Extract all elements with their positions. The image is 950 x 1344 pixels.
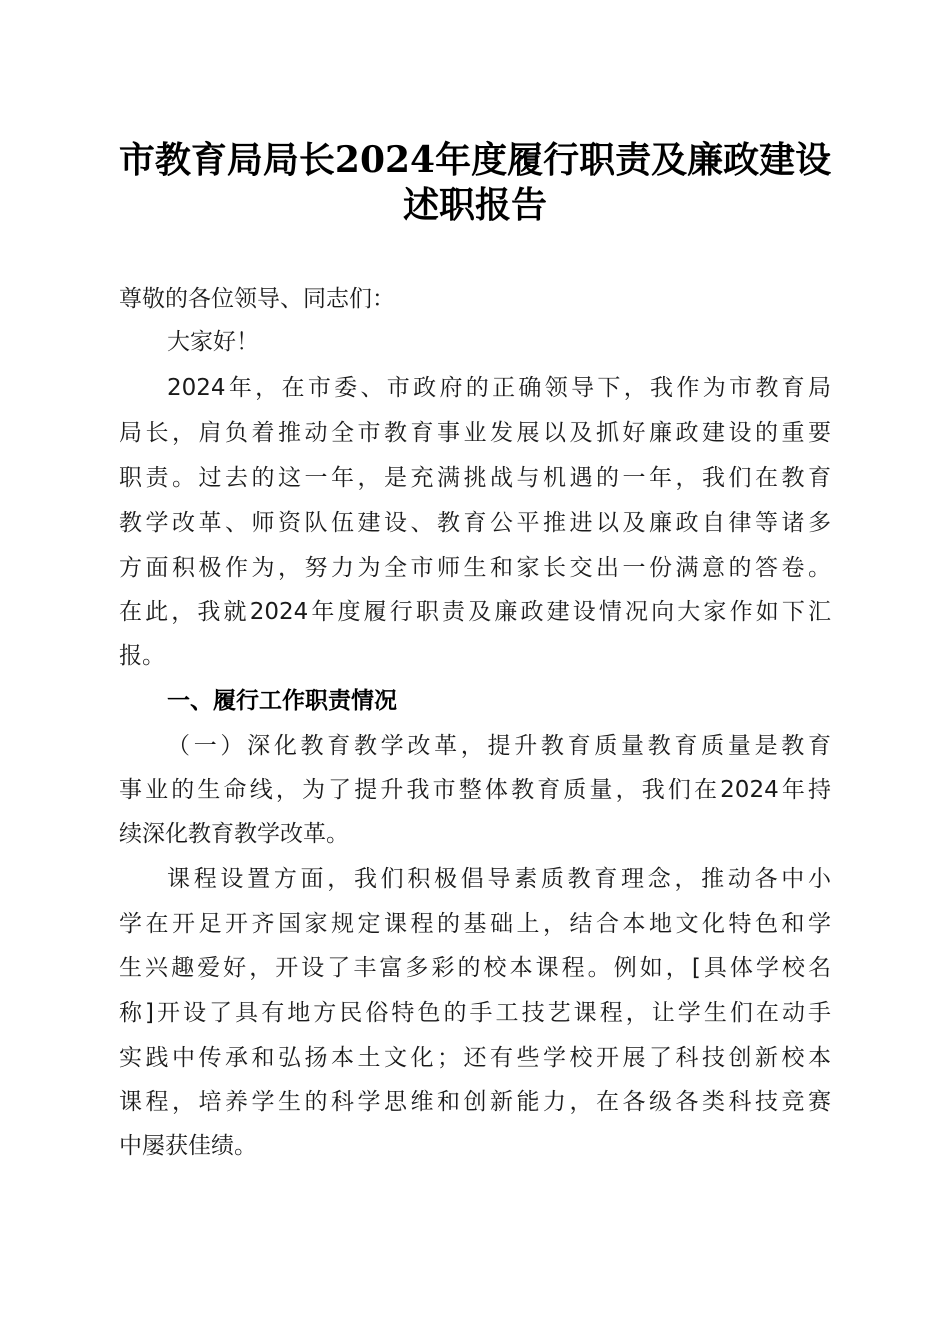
curriculum-paragraph-line: 称]开设了具有地方民俗特色的手工技艺课程，让学生们在动手 bbox=[119, 1000, 831, 1026]
document-title-line-2: 述职报告 bbox=[402, 184, 547, 226]
curriculum-paragraph-line: 课程设置方面，我们积极倡导素质教育理念，推动各中小 bbox=[167, 866, 831, 892]
subsection-line: 续深化教育教学改革。 bbox=[119, 821, 349, 847]
intro-paragraph-line: 局长，肩负着推动全市教育事业发展以及抓好廉政建设的重要 bbox=[119, 420, 831, 446]
subsection-line: 事业的生命线，为了提升我市整体教育质量，我们在2024年持 bbox=[119, 777, 831, 803]
intro-paragraph-line: 在此，我就2024年度履行职责及廉政建设情况向大家作如下汇 bbox=[119, 599, 831, 625]
subsection-line: （一）深化教育教学改革，提升教育质量教育质量是教育 bbox=[167, 733, 831, 759]
curriculum-paragraph-line: 实践中传承和弘扬本土文化；还有些学校开展了科技创新校本 bbox=[119, 1045, 831, 1071]
document-title-line-1: 市教育局局长2024年度履行职责及廉政建设 bbox=[118, 139, 832, 181]
curriculum-paragraph-line: 中屡获佳绩。 bbox=[119, 1133, 257, 1159]
curriculum-paragraph-line: 学在开足开齐国家规定课程的基础上，结合本地文化特色和学 bbox=[119, 911, 831, 937]
intro-paragraph-line: 2024年，在市委、市政府的正确领导下，我作为市教育局 bbox=[167, 375, 831, 401]
intro-paragraph-line: 方面积极作为，努力为全市师生和家长交出一份满意的答卷。 bbox=[119, 555, 831, 581]
greeting: 大家好！ bbox=[167, 329, 259, 355]
curriculum-paragraph-line: 生兴趣爱好，开设了丰富多彩的校本课程。例如，[具体学校名 bbox=[119, 955, 831, 981]
intro-paragraph-line: 教学改革、师资队伍建设、教育公平推进以及廉政自律等诸多 bbox=[119, 510, 831, 536]
salutation: 尊敬的各位领导、同志们： bbox=[119, 286, 395, 312]
intro-paragraph-line: 职责。过去的这一年，是充满挑战与机遇的一年，我们在教育 bbox=[119, 465, 831, 491]
curriculum-paragraph-line: 课程，培养学生的科学思维和创新能力，在各级各类科技竞赛 bbox=[119, 1089, 831, 1115]
section-heading: 一、履行工作职责情况 bbox=[167, 688, 397, 714]
intro-paragraph-line: 报。 bbox=[119, 643, 165, 669]
